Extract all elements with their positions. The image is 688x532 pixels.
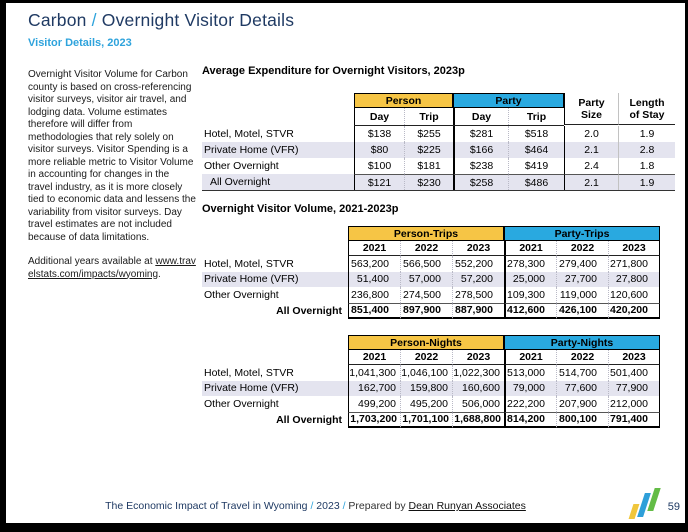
- page-number: 59: [667, 501, 680, 513]
- value-cell: 851,400: [348, 303, 400, 319]
- column-header: Day: [453, 108, 508, 125]
- row-label: All Overnight: [276, 413, 342, 426]
- value-cell: 159,800: [400, 381, 452, 397]
- page-title: [28, 10, 294, 31]
- party-nights-header: Party-Nights: [504, 335, 660, 350]
- expenditure-header: [202, 93, 675, 126]
- value-cell: $181: [404, 158, 453, 174]
- table-row: [202, 158, 675, 174]
- value-cell: $166: [453, 142, 508, 158]
- value-cell: 212,000: [608, 396, 660, 412]
- brand-logo: [627, 487, 657, 519]
- note-prefix: Additional years available at: [28, 256, 156, 267]
- person-group-header: Person: [354, 93, 453, 108]
- table-row: [202, 365, 660, 381]
- value-cell: 271,800: [608, 256, 660, 272]
- value-cell: 162,700: [348, 381, 400, 397]
- row-label: Hotel, Motel, STVR: [204, 257, 294, 270]
- row-label: Hotel, Motel, STVR: [204, 128, 294, 140]
- row-label: All Overnight: [276, 304, 342, 317]
- column-header: Trip: [404, 108, 453, 125]
- report-page: [6, 3, 685, 523]
- year-header: 2021: [348, 350, 400, 365]
- table-row: [202, 272, 660, 288]
- row-label: All Overnight: [210, 176, 271, 188]
- trips-group-header: [202, 226, 660, 241]
- value-cell: 27,700: [556, 272, 608, 288]
- logo-stripe-green: [647, 488, 660, 511]
- county-name: Carbon: [28, 10, 87, 30]
- value-cell: 501,400: [608, 365, 660, 381]
- value-cell: 495,200: [400, 396, 452, 412]
- expenditure-table: [202, 93, 675, 191]
- table-row: [202, 126, 675, 142]
- trips-year-header: [202, 241, 660, 256]
- value-cell: 563,200: [348, 256, 400, 272]
- value-cell: 1.9: [618, 126, 675, 142]
- party-trips-header: Party-Trips: [504, 226, 660, 241]
- row-label: Other Overnight: [204, 160, 279, 172]
- value-cell: $486: [508, 174, 564, 190]
- value-cell: 1.9: [618, 174, 675, 190]
- sidebar: [28, 69, 196, 281]
- table-row: [202, 142, 675, 158]
- trips-table: [202, 226, 660, 319]
- value-cell: 814,200: [504, 412, 556, 428]
- year-header: 2022: [556, 241, 608, 256]
- value-cell: 499,200: [348, 396, 400, 412]
- value-cell: 119,000: [556, 287, 608, 303]
- value-cell: $281: [453, 126, 508, 142]
- year-header: 2023: [608, 241, 660, 256]
- value-cell: 552,200: [452, 256, 504, 272]
- expenditure-table-title: Average Expenditure for Overnight Visitors, 2023p: [202, 65, 465, 77]
- row-label: Hotel, Motel, STVR: [204, 366, 294, 379]
- value-cell: 513,000: [504, 365, 556, 381]
- footer-year: 2023: [316, 500, 340, 512]
- year-header: 2021: [504, 241, 556, 256]
- value-cell: 57,000: [400, 272, 452, 288]
- value-cell: 2.1: [564, 174, 618, 190]
- table-row: [202, 174, 675, 191]
- footer-report-title: The Economic Impact of Travel in Wyoming: [105, 500, 308, 512]
- row-label: Private Home (VFR): [204, 144, 299, 156]
- dean-runyan-link[interactable]: Dean Runyan Associates: [408, 500, 526, 512]
- footer-separator: /: [307, 500, 317, 512]
- value-cell: 77,900: [608, 381, 660, 397]
- table-row: [202, 287, 660, 303]
- year-header: 2021: [504, 350, 556, 365]
- nights-year-header: [202, 350, 660, 365]
- footer-credit: [6, 500, 625, 512]
- value-cell: 279,400: [556, 256, 608, 272]
- value-cell: 2.1: [564, 142, 618, 158]
- footer-separator: /: [339, 500, 349, 512]
- value-cell: 1,041,300: [348, 365, 400, 381]
- person-trips-header: Person-Trips: [348, 226, 504, 241]
- year-header: 2023: [608, 350, 660, 365]
- methodology-text: Overnight Visitor Volume for Carbon county is based on cross-referencing visitor surveys, visitor air travel, and lodging data. Volume estimates therefore will differ from methodologies that rely solely on visitor surveys. Visitor Spending is a more reliable metric to Visitor Volume in accounting for changes in the travel industry, as it is more closely tied to economic data and lessens the variability from visitor surveys. Day travel estimates are not included because of data limitations.: [28, 69, 196, 243]
- value-cell: $230: [404, 174, 453, 190]
- value-cell: 1,703,200: [348, 412, 400, 428]
- value-cell: $80: [354, 142, 404, 158]
- table-row: [202, 396, 660, 412]
- table-row-total: [202, 412, 660, 428]
- title-text: Overnight Visitor Details: [101, 10, 295, 30]
- value-cell: 274,500: [400, 287, 452, 303]
- value-cell: 2.4: [564, 158, 618, 174]
- value-cell: $419: [508, 158, 564, 174]
- value-cell: 514,700: [556, 365, 608, 381]
- page-subtitle: Visitor Details, 2023: [28, 37, 132, 49]
- value-cell: 79,000: [504, 381, 556, 397]
- year-header: 2022: [400, 241, 452, 256]
- value-cell: $121: [354, 174, 404, 190]
- value-cell: 2.8: [618, 142, 675, 158]
- value-cell: 160,600: [452, 381, 504, 397]
- value-cell: 77,600: [556, 381, 608, 397]
- value-cell: 27,800: [608, 272, 660, 288]
- value-cell: 109,300: [504, 287, 556, 303]
- nights-table: [202, 335, 660, 428]
- value-cell: 278,500: [452, 287, 504, 303]
- title-separator: /: [86, 10, 102, 30]
- row-label: Private Home (VFR): [202, 381, 348, 397]
- value-cell: 426,100: [556, 303, 608, 319]
- table-row: [202, 381, 660, 397]
- value-cell: 566,500: [400, 256, 452, 272]
- row-label: Other Overnight: [204, 288, 279, 301]
- value-cell: 791,400: [608, 412, 660, 428]
- column-header: Trip: [508, 108, 564, 125]
- value-cell: 25,000: [504, 272, 556, 288]
- value-cell: $518: [508, 126, 564, 142]
- nights-group-header: [202, 335, 660, 350]
- value-cell: $225: [404, 142, 453, 158]
- value-cell: 1,688,800: [452, 412, 504, 428]
- column-header: Day: [354, 108, 404, 125]
- value-cell: 897,900: [400, 303, 452, 319]
- value-cell: 57,200: [452, 272, 504, 288]
- length-of-stay-header: Length of Stay: [618, 93, 675, 125]
- value-cell: 278,300: [504, 256, 556, 272]
- value-cell: 1,701,100: [400, 412, 452, 428]
- party-size-header: Party Size: [564, 93, 618, 125]
- sidebar-note: [28, 256, 196, 281]
- value-cell: $138: [354, 126, 404, 142]
- value-cell: 506,000: [452, 396, 504, 412]
- value-cell: $238: [453, 158, 508, 174]
- party-group-header: Party: [453, 93, 564, 108]
- value-cell: 887,900: [452, 303, 504, 319]
- value-cell: $100: [354, 158, 404, 174]
- travelstats-link[interactable]: www.travelstats.com/impacts/wyoming: [28, 256, 196, 280]
- value-cell: 1.8: [618, 158, 675, 174]
- value-cell: $258: [453, 174, 508, 190]
- year-header: 2022: [556, 350, 608, 365]
- year-header: 2021: [348, 241, 400, 256]
- volume-section-title: Overnight Visitor Volume, 2021-2023p: [202, 203, 399, 215]
- footer-prepared-by: Prepared by: [348, 500, 409, 512]
- year-header: 2023: [452, 350, 504, 365]
- value-cell: 1,046,100: [400, 365, 452, 381]
- value-cell: $255: [404, 126, 453, 142]
- table-row-total: [202, 303, 660, 319]
- value-cell: 800,100: [556, 412, 608, 428]
- value-cell: 51,400: [348, 272, 400, 288]
- note-suffix: .: [158, 268, 161, 280]
- table-row: [202, 256, 660, 272]
- value-cell: 412,600: [504, 303, 556, 319]
- value-cell: 207,900: [556, 396, 608, 412]
- value-cell: $464: [508, 142, 564, 158]
- value-cell: 2.0: [564, 126, 618, 142]
- value-cell: 236,800: [348, 287, 400, 303]
- person-nights-header: Person-Nights: [348, 335, 504, 350]
- row-label: Other Overnight: [204, 397, 279, 410]
- year-header: 2023: [452, 241, 504, 256]
- row-label: Private Home (VFR): [202, 272, 348, 288]
- value-cell: 120,600: [608, 287, 660, 303]
- year-header: 2022: [400, 350, 452, 365]
- value-cell: 420,200: [608, 303, 660, 319]
- value-cell: 222,200: [504, 396, 556, 412]
- value-cell: 1,022,300: [452, 365, 504, 381]
